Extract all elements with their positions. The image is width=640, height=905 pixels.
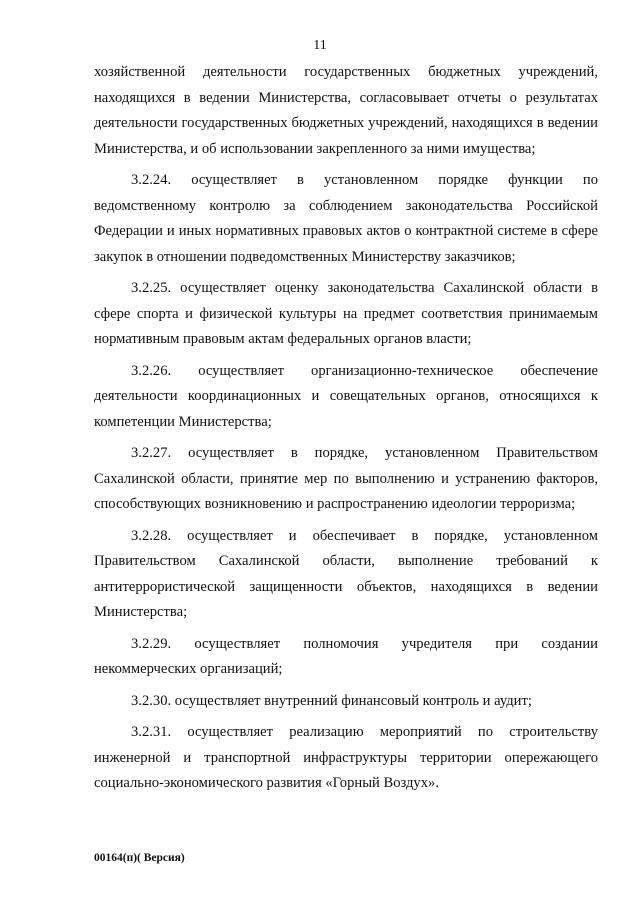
paragraph-continuation: хозяйственной деятельности государственных бюджетных учреждений, находящихся в ведении Министерства, согласовывает отчеты о результатах деятельности государственных бюджетных учреждений, находящихся в ведении Министерства, и об использовании закрепленного за ними имущества; bbox=[94, 64, 598, 157]
paragraph-3-2-31: 3.2.31. осуществляет реализацию мероприятий по строительству инженерной и транспортной инфраструктуры территории опережающего социально-экономического развития «Горный Воздух». bbox=[94, 724, 598, 791]
page-number: 11 bbox=[313, 38, 327, 53]
paragraph-3-2-24: 3.2.24. осуществляет в установленном порядке функции по ведомственному контролю за соблюдением законодательства Российской Федерации и иных нормативных правовых актов о контрактной системе в сфере закупок в отношении подведомственных Министерству заказчиков; bbox=[94, 172, 598, 265]
paragraph-3-2-25: 3.2.25. осуществляет оценку законодательства Сахалинской области в сфере спорта и физической культуры на предмет соответствия принимаемым нормативным правовым актам федеральных органов власти; bbox=[94, 280, 598, 347]
paragraph-3-2-29: 3.2.29. осуществляет полномочия учредителя при создании некоммерческих организаций; bbox=[94, 635, 598, 677]
paragraph-3-2-26: 3.2.26. осуществляет организационно-техническое обеспечение деятельности координационных и совещательных органов, относящихся к компетенции Министерства; bbox=[94, 362, 598, 430]
document-body bbox=[94, 60, 598, 803]
document-footer-code: 00164(п)( Версия) bbox=[94, 852, 185, 864]
paragraph-3-2-27: 3.2.27. осуществляет в порядке, установленном Правительством Сахалинской области, принятие мер по выполнению и устранению факторов, способствующих возникновению и распространению идеологии терроризма; bbox=[94, 445, 598, 512]
paragraph-3-2-30: 3.2.30. осуществляет внутренний финансовый контроль и аудит; bbox=[131, 692, 532, 709]
paragraph-3-2-28: 3.2.28. осуществляет и обеспечивает в порядке, установленном Правительством Сахалинской области, выполнение требований к антитеррористической защищенности объектов, находящихся в ведении Министерства; bbox=[94, 527, 598, 620]
